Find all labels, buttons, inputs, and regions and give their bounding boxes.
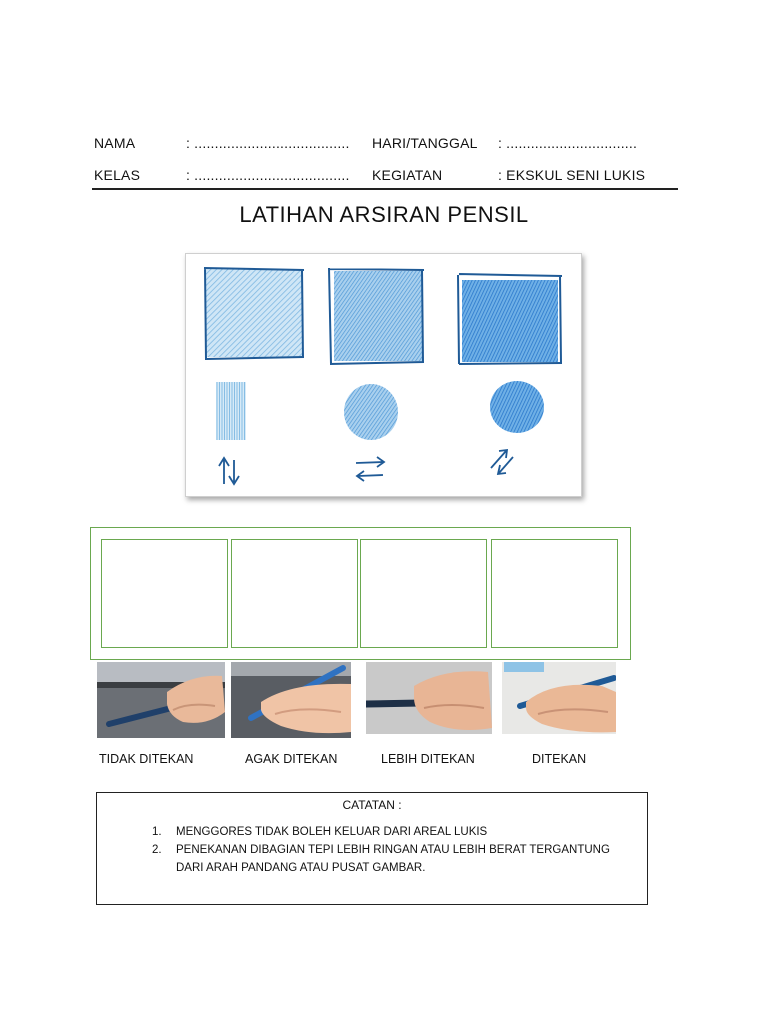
kegiatan-label: KEGIATAN <box>372 167 443 183</box>
kelas-field[interactable]: : ...................................... <box>186 167 350 183</box>
shading-example-drawing <box>186 254 581 496</box>
hand-photo-tidak-ditekan <box>97 662 225 738</box>
note-item: MENGGORES TIDAK BOLEH KELUAR DARI AREAL LUKIS <box>176 826 488 838</box>
arrow-diagonal-icon <box>491 450 513 474</box>
shade-square-dark <box>458 274 562 364</box>
hand-photo-drawing <box>366 662 492 734</box>
hand-photo-drawing <box>231 662 351 738</box>
kelas-label: KELAS <box>94 167 141 183</box>
nama-field[interactable]: : ...................................... <box>186 135 350 151</box>
notes-box <box>96 792 648 905</box>
nama-label: NAMA <box>94 135 136 151</box>
notes-title: CATATAN : <box>342 798 402 812</box>
page-title: LATIHAN ARSIRAN PENSIL <box>239 202 529 227</box>
shade-square-medium <box>329 268 424 364</box>
arrow-up-down-icon <box>219 458 239 484</box>
hari-tanggal-label: HARI/TANGGAL <box>372 135 478 151</box>
caption-lebih-ditekan: LEBIH DITEKAN <box>381 752 475 766</box>
note-item: PENEKANAN DIBAGIAN TEPI LEBIH RINGAN ATAU LEBIH BERAT TERGANTUNG <box>176 844 610 856</box>
shading-example-image <box>185 253 582 497</box>
caption-agak-ditekan: AGAK DITEKAN <box>245 752 338 766</box>
header-divider <box>92 188 678 190</box>
shade-sample-circular-dark <box>490 381 544 433</box>
practice-box-agak-ditekan[interactable] <box>231 539 358 648</box>
note-number: 2. <box>152 844 162 856</box>
practice-box-lebih-ditekan[interactable] <box>360 539 487 648</box>
arrow-left-right-icon <box>356 457 384 481</box>
note-number: 1. <box>152 826 162 838</box>
caption-tidak-ditekan: TIDAK DITEKAN <box>99 752 194 766</box>
practice-box-ditekan[interactable] <box>491 539 618 648</box>
shade-sample-vertical <box>216 382 246 440</box>
hand-photo-drawing <box>97 662 225 738</box>
shade-sample-circular-medium <box>344 384 398 440</box>
hand-photo-agak-ditekan <box>231 662 359 738</box>
kegiatan-value: : EKSKUL SENI LUKIS <box>498 167 646 183</box>
practice-box-tidak-ditekan[interactable] <box>101 539 228 648</box>
note-item-continuation: DARI ARAH PANDANG ATAU PUSAT GAMBAR. <box>176 862 426 874</box>
caption-ditekan: DITEKAN <box>532 752 587 766</box>
shade-square-light <box>204 268 304 360</box>
hand-photo-ditekan <box>502 662 630 738</box>
hand-photo-drawing <box>502 662 616 734</box>
hand-photo-lebih-ditekan <box>366 662 494 738</box>
hari-tanggal-field[interactable]: : ................................ <box>498 135 638 151</box>
